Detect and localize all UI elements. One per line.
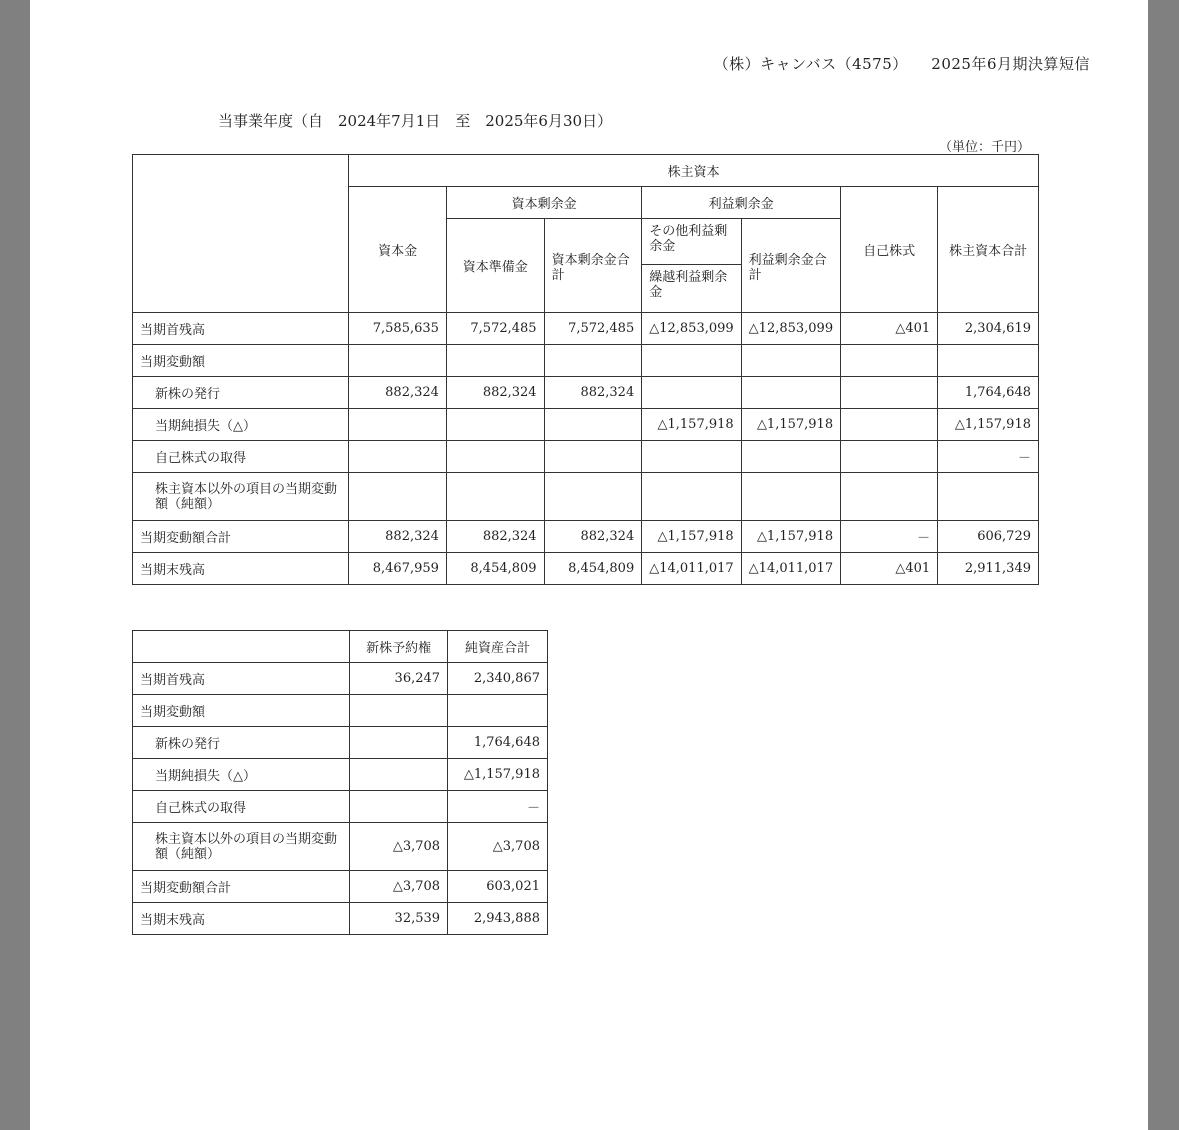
value-cell: 882,324 <box>446 521 544 553</box>
row-label: 当期首残高 <box>133 663 350 695</box>
fiscal-period: 当事業年度（自 2024年7月1日 至 2025年6月30日） <box>218 112 613 130</box>
value-cell: － <box>448 791 548 823</box>
table-row <box>133 473 1039 521</box>
value-cell <box>841 345 938 377</box>
row-label: 自己株式の取得 <box>133 791 350 823</box>
value-cell: 606,729 <box>938 521 1039 553</box>
header-capital-stock: 資本金 <box>349 187 447 313</box>
table-row <box>133 695 548 727</box>
row-label: 当期変動額合計 <box>133 521 349 553</box>
row-label: 当期首残高 <box>133 313 349 345</box>
value-cell <box>841 377 938 409</box>
value-cell <box>741 345 840 377</box>
value-cell <box>544 345 642 377</box>
header-stock-acquisition-rights: 新株予約権 <box>350 631 448 663</box>
value-cell <box>841 473 938 521</box>
row-label: 当期純損失（△） <box>133 409 349 441</box>
table-row <box>133 903 548 935</box>
value-cell: 2,911,349 <box>938 553 1039 585</box>
table-row <box>133 759 548 791</box>
value-cell <box>448 695 548 727</box>
corner-cell <box>133 631 350 663</box>
value-cell: △1,157,918 <box>642 521 741 553</box>
value-cell: △401 <box>841 313 938 345</box>
value-cell: － <box>938 441 1039 473</box>
value-cell <box>350 791 448 823</box>
value-cell <box>349 441 447 473</box>
unit-note: （単位：千円） <box>938 140 1030 155</box>
value-cell <box>350 759 448 791</box>
table-row <box>133 313 1039 345</box>
value-cell <box>741 473 840 521</box>
value-cell <box>642 377 741 409</box>
value-cell: 7,585,635 <box>349 313 447 345</box>
value-cell: － <box>841 521 938 553</box>
value-cell: 32,539 <box>350 903 448 935</box>
value-cell: △3,708 <box>350 871 448 903</box>
value-cell: 2,304,619 <box>938 313 1039 345</box>
value-cell <box>741 441 840 473</box>
header-retained-earnings-brought-forward: 繰越利益剰余金 <box>642 265 741 313</box>
header-total-net-assets: 純資産合計 <box>448 631 548 663</box>
value-cell: △401 <box>841 553 938 585</box>
table-row <box>133 345 1039 377</box>
value-cell: △1,157,918 <box>741 521 840 553</box>
value-cell <box>841 409 938 441</box>
value-cell: 882,324 <box>349 377 447 409</box>
header-treasury-stock: 自己株式 <box>841 187 938 313</box>
value-cell <box>938 345 1039 377</box>
value-cell: △1,157,918 <box>938 409 1039 441</box>
value-cell <box>349 409 447 441</box>
table-row <box>133 441 1039 473</box>
value-cell <box>642 441 741 473</box>
row-label: 新株の発行 <box>133 377 349 409</box>
corner-cell <box>133 155 349 313</box>
value-cell <box>741 377 840 409</box>
value-cell: 2,340,867 <box>448 663 548 695</box>
value-cell <box>642 345 741 377</box>
value-cell: △12,853,099 <box>741 313 840 345</box>
value-cell <box>446 441 544 473</box>
table-row <box>133 521 1039 553</box>
value-cell: 882,324 <box>544 521 642 553</box>
table-row <box>133 377 1039 409</box>
value-cell: 1,764,648 <box>938 377 1039 409</box>
report-title: 2025年6月期決算短信 <box>931 55 1090 73</box>
value-cell: △1,157,918 <box>741 409 840 441</box>
value-cell: 36,247 <box>350 663 448 695</box>
table-row <box>133 663 548 695</box>
value-cell <box>349 345 447 377</box>
value-cell <box>544 473 642 521</box>
header-total-capital-surplus: 資本剰余金合計 <box>544 219 642 313</box>
value-cell <box>350 727 448 759</box>
value-cell: △3,708 <box>350 823 448 871</box>
table-row <box>133 727 548 759</box>
value-cell <box>446 345 544 377</box>
row-label: 当期純損失（△） <box>133 759 350 791</box>
value-cell <box>642 473 741 521</box>
value-cell <box>841 441 938 473</box>
row-label: 株主資本以外の項目の当期変動額（純額） <box>133 823 350 871</box>
table-row <box>133 871 548 903</box>
value-cell <box>544 409 642 441</box>
row-label: 当期末残高 <box>133 903 350 935</box>
value-cell: △1,157,918 <box>448 759 548 791</box>
value-cell: 882,324 <box>446 377 544 409</box>
row-label: 株主資本以外の項目の当期変動額（純額） <box>133 473 349 521</box>
header-total-retained-earnings: 利益剰余金合計 <box>741 219 840 313</box>
net-assets-table <box>132 630 548 935</box>
value-cell: △12,853,099 <box>642 313 741 345</box>
value-cell: 7,572,485 <box>544 313 642 345</box>
value-cell <box>350 695 448 727</box>
value-cell <box>446 409 544 441</box>
value-cell <box>349 473 447 521</box>
value-cell: △14,011,017 <box>642 553 741 585</box>
header-legal-capital-surplus: 資本準備金 <box>446 219 544 313</box>
table-row <box>133 823 548 871</box>
table-row <box>133 791 548 823</box>
value-cell: △14,011,017 <box>741 553 840 585</box>
header-shareholders-equity: 株主資本 <box>349 155 1039 187</box>
value-cell: 603,021 <box>448 871 548 903</box>
value-cell: 8,454,809 <box>544 553 642 585</box>
report-header <box>714 53 1090 74</box>
header-capital-surplus: 資本剰余金 <box>446 187 641 219</box>
header-other-retained-earnings: その他利益剰余金 <box>642 219 741 265</box>
document-page <box>30 0 1148 1130</box>
row-label: 自己株式の取得 <box>133 441 349 473</box>
row-label: 当期変動額 <box>133 345 349 377</box>
value-cell <box>544 441 642 473</box>
value-cell: 7,572,485 <box>446 313 544 345</box>
value-cell: △1,157,918 <box>642 409 741 441</box>
equity-changes-table <box>132 154 1039 585</box>
value-cell <box>446 473 544 521</box>
company-name: （株）キャンバス（4575） <box>713 55 901 73</box>
value-cell: 8,454,809 <box>446 553 544 585</box>
header-total-shareholders-equity: 株主資本合計 <box>938 187 1039 313</box>
value-cell: 882,324 <box>349 521 447 553</box>
value-cell: 1,764,648 <box>448 727 548 759</box>
row-label: 新株の発行 <box>133 727 350 759</box>
table-row <box>133 409 1039 441</box>
value-cell: △3,708 <box>448 823 548 871</box>
value-cell <box>938 473 1039 521</box>
row-label: 当期末残高 <box>133 553 349 585</box>
row-label: 当期変動額合計 <box>133 871 350 903</box>
value-cell: 8,467,959 <box>349 553 447 585</box>
value-cell: 882,324 <box>544 377 642 409</box>
table-row <box>133 553 1039 585</box>
row-label: 当期変動額 <box>133 695 350 727</box>
value-cell: 2,943,888 <box>448 903 548 935</box>
header-retained-earnings: 利益剰余金 <box>642 187 841 219</box>
